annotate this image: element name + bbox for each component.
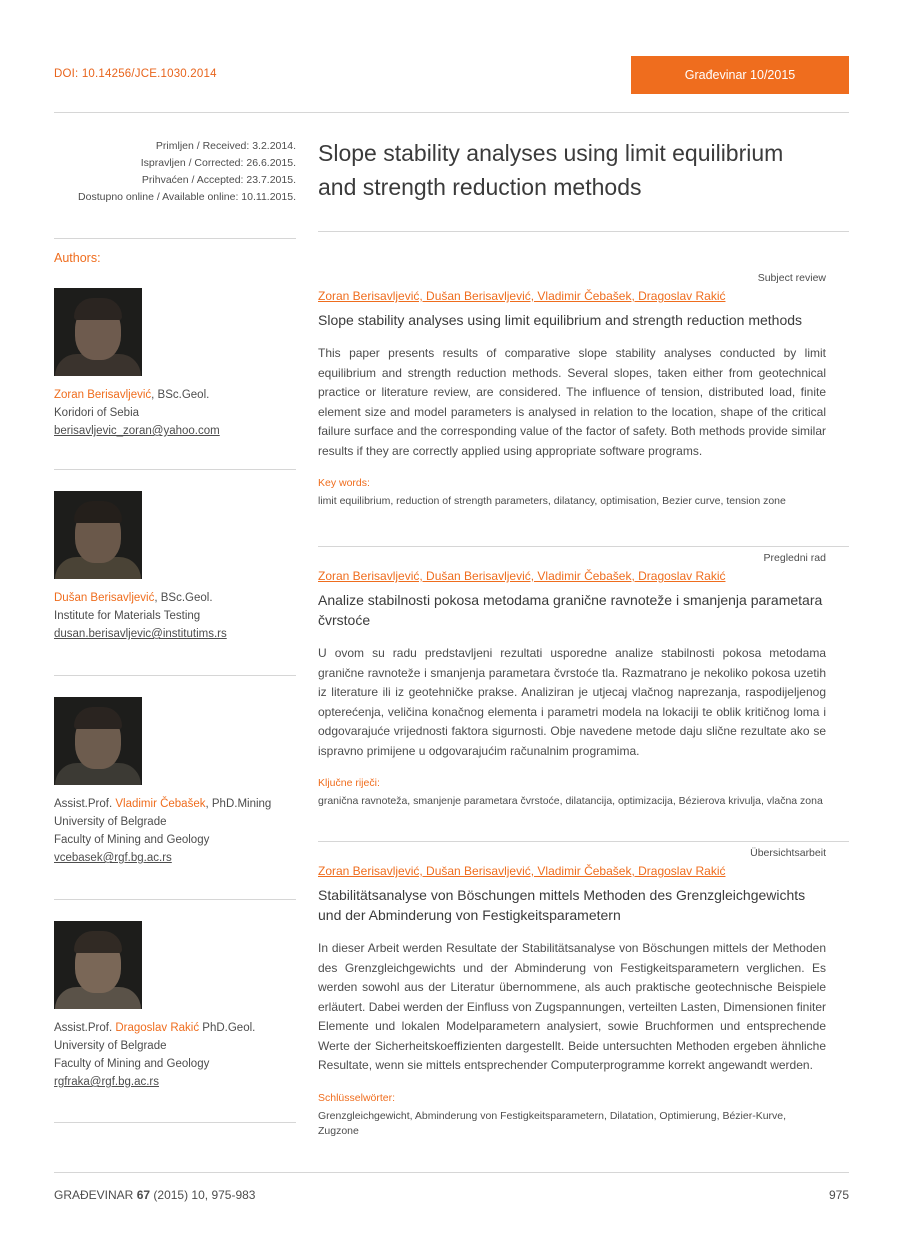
footer-issue: (2015) 10, 975-983: [153, 1188, 256, 1202]
author-email-3[interactable]: vcebasek@rgf.bg.ac.rs: [54, 852, 172, 864]
abstract-text-de: In dieser Arbeit werden Resultate der Stabilitätsanalyse von Böschungen mittels der Methoden des Grenzgleichgewichts und der Abminderung von Festigkeitsparametern verglichen. Es werden sowohl aus der Literatur übernommene, als auch praktische geotechnische Beispiele erläutert. Dabei werden der Einfluss von Zugspannungen, verteilten Lasten, Dimensionen finiter Elemente und lokalen Modelparametern analysiert, sowie Bruchformen und entsprechende Werte der Sicherheitskoeffizienten dargestellt. Beide untersuchten Methoden ergeben ähnliche Resultate, wenn sie mittels entsprechender Computerprogramme korrekt angewandt werden.: [318, 941, 826, 1072]
footer-journal: GRAĐEVINAR: [54, 1188, 134, 1202]
avatar: [54, 697, 142, 785]
author-entry-2: [54, 491, 296, 643]
author-prefix-4: Assist.Prof.: [54, 1022, 116, 1034]
date-corrected: Ispravljen / Corrected: 26.6.2015.: [140, 157, 296, 169]
abstract-text-en: This paper presents results of comparative slope stability analyses conducted by limit equilibrium and strength reduction methods. Several slopes, taken either from geotechnical practice or literature review, are considered. The influence of tension, distributed load, finite element size and model parameters is analysed in relation to the location, shape of the critical failure surface and the corresponding value of the factor of safety. Both methods provide similar results if they are correctly applied using appropriate software programs.: [318, 346, 826, 458]
author-degree-3: , PhD.Mining: [205, 798, 272, 810]
author-name-2: Dušan Berisavljević: [54, 592, 155, 604]
author-degree-2: , BSc.Geol.: [154, 592, 213, 604]
page-number: 975: [828, 1188, 849, 1202]
author-name-line-1: [54, 386, 296, 404]
keywords-text-hr: granična ravnoteža, smanjenje parametara čvrstoće, dilatancija, optimizacija, Bézierova krivulja, vlačna zona: [318, 795, 823, 807]
abstract-block-en: [318, 272, 826, 509]
keywords-label-en: Key words:: [318, 477, 370, 489]
author-prefix-3: Assist.Prof.: [54, 798, 116, 810]
date-online: Dostupno online / Available online: 10.11.2015.: [78, 191, 296, 203]
author-divider-2: [54, 675, 296, 676]
avatar: [54, 491, 142, 579]
abstract-authors-de[interactable]: Zoran Berisavljević, Dušan Berisavljević, Vladimir Čebašek, Dragoslav Rakić: [318, 864, 726, 878]
keywords-text-en: limit equilibrium, reduction of strength parameters, dilatancy, optimisation, Bezier curve, tension zone: [318, 495, 786, 507]
article-type-hr: Pregledni rad: [763, 552, 826, 564]
author-divider-1: [54, 469, 296, 470]
footer-divider: [54, 1172, 849, 1173]
abstract-title-hr: Analize stabilnosti pokosa metodama granične ravnoteže i smanjenja parametara čvrstoće: [318, 592, 823, 628]
author-affiliation-3a: University of Belgrade: [54, 816, 167, 828]
abstract-text-hr: U ovom su radu predstavljeni rezultati usporedne analize stabilnosti pokosa metodama granične ravnoteže i smanjenja parametara čvrstoće tla. Razmatrano je nekoliko pokosa uzetih iz literature ili iz geotehničke prakse. Analiziran je utjecaj vlačnog naprezanja, raspodijeljenog opterećenja, veličina konačnog elementa i parametri modela na lokaciji te oblik kritičnog loma i odgovarajuće vrijednosti faktora sigurnosti. Obje navedene metode daju slične rezultate ako se ispravno primijene u odgovarajućim računalnim programima.: [318, 646, 826, 758]
author-degree-1: , BSc.Geol.: [151, 389, 210, 401]
author-divider-3: [54, 899, 296, 900]
submission-dates: [54, 138, 296, 206]
avatar: [54, 921, 142, 1009]
footer-citation: [54, 1188, 255, 1202]
abstract-authors-en[interactable]: Zoran Berisavljević, Dušan Berisavljević, Vladimir Čebašek, Dragoslav Rakić: [318, 289, 726, 303]
author-name-4: Dragoslav Rakić: [115, 1022, 200, 1034]
authors-heading: Authors:: [54, 251, 101, 265]
keywords-label-hr: Ključne riječi:: [318, 777, 380, 789]
article-type-en: Subject review: [757, 272, 826, 284]
article-type-de: Übersichtsarbeit: [750, 847, 826, 859]
abstract-block-hr: [318, 552, 826, 809]
author-name-line-4: [54, 1019, 296, 1037]
author-email-2[interactable]: dusan.berisavljevic@institutims.rs: [54, 628, 227, 640]
abstract-title-en: Slope stability analyses using limit equilibrium and strength reduction methods: [318, 312, 803, 328]
abstract-authors-hr[interactable]: Zoran Berisavljević, Dušan Berisavljević, Vladimir Čebašek, Dragoslav Rakić: [318, 569, 726, 583]
author-name-1: Zoran Berisavljević: [54, 389, 152, 401]
doi-text: DOI: 10.14256/JCE.1030.2014: [54, 68, 217, 80]
abstract-title-de: Stabilitätsanalyse von Böschungen mittels Methoden des Grenzgleichgewichts und der Abminderung von Festigkeitsparametern: [318, 887, 806, 923]
date-accepted: Prihvaćen / Accepted: 23.7.2015.: [141, 174, 296, 186]
abstract-divider-1: [318, 546, 849, 547]
keywords-label-de: Schlüsselwörter:: [318, 1091, 396, 1104]
authors-top-divider: [54, 238, 296, 239]
author-affiliation-3b: Faculty of Mining and Geology: [54, 834, 210, 846]
author-email-4[interactable]: rgfraka@rgf.bg.ac.rs: [54, 1076, 159, 1088]
abstract-block-de: [318, 847, 826, 1139]
author-name-line-2: [54, 589, 296, 607]
page-title: Slope stability analyses using limit equilibrium and strength reduction methods: [318, 140, 784, 200]
author-entry-1: [54, 288, 296, 440]
author-affiliation-4a: University of Belgrade: [54, 1040, 167, 1052]
author-affiliation-4b: Faculty of Mining and Geology: [54, 1058, 210, 1070]
author-name-line-3: [54, 795, 296, 813]
author-name-3: Vladimir Čebašek: [115, 798, 206, 810]
author-entry-4: [54, 921, 296, 1091]
header-divider: [54, 112, 849, 113]
author-affiliation-2: Institute for Materials Testing: [54, 610, 201, 622]
author-email-1[interactable]: berisavljevic_zoran@yahoo.com: [54, 425, 220, 437]
footer-volume: 67: [136, 1188, 151, 1202]
avatar: [54, 288, 142, 376]
author-entry-3: [54, 697, 296, 867]
author-affiliation-1: Koridori of Sebia: [54, 407, 140, 419]
date-received: Primljen / Received: 3.2.2014.: [155, 140, 296, 152]
keywords-text-de: Grenzgleichgewicht, Abminderung von Festigkeitsparametern, Dilatation, Optimierung, Bézier-Kurve, Zugzone: [318, 1109, 787, 1137]
author-divider-4: [54, 1122, 296, 1123]
title-divider: [318, 231, 849, 232]
author-degree-4: PhD.Geol.: [199, 1022, 256, 1034]
journal-issue-tab: Građevinar 10/2015: [631, 56, 849, 94]
abstract-divider-2: [318, 841, 849, 842]
